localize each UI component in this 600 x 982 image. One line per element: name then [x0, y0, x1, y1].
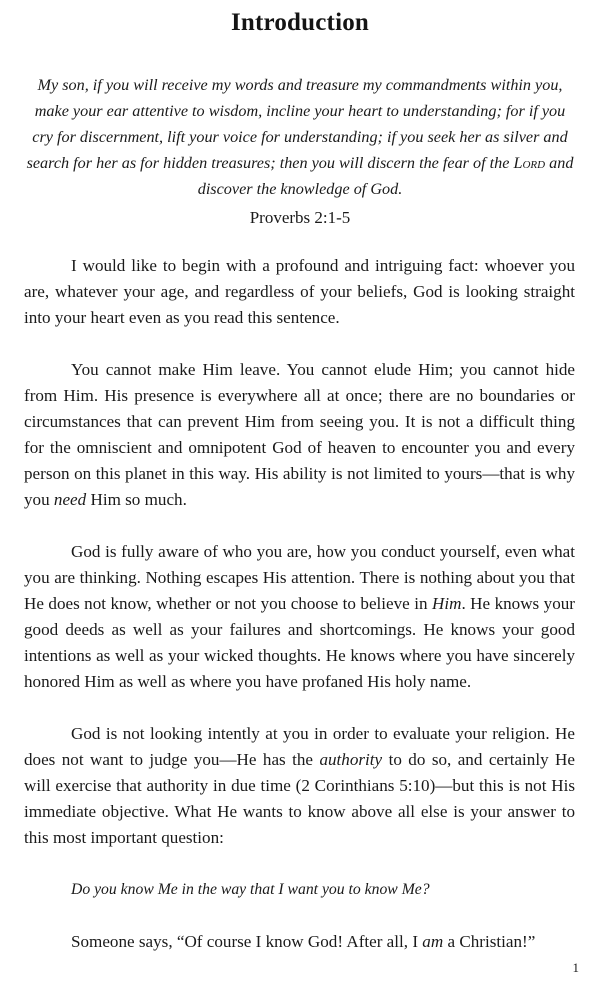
epigraph-line-3: cry for discernment, lift your voice for understanding; if you seek her as silver and	[32, 127, 568, 146]
scripture-citation: Proverbs 2:1-5	[249, 207, 351, 227]
paragraph-3-emphasis: Him	[431, 593, 462, 613]
epigraph-line-4-tail: and	[545, 154, 574, 173]
closing-paragraph	[24, 929, 575, 955]
paragraph-4-text-a: God is not looking intently at you in order to evaluate your religion. He does not want to judge you—He has the	[24, 723, 575, 769]
paragraph-3	[24, 539, 575, 695]
paragraph-4-text-b: to do so, and certainly He will exercise that authority in due time (2 Corinthians 5:10)—but this is not His immediate objective. What He wants to know above all else is your answer to this most important question:	[24, 749, 575, 847]
page-number: 1	[572, 960, 579, 975]
paragraph-1-text: I would like to begin with a profound and intriguing fact: whoever you are, whatever your age, and regardless of your beliefs, God is looking straight into your heart even as you read this sentence.	[24, 255, 575, 327]
closing-text-b: a Christian!”	[443, 931, 536, 951]
closing-emphasis: am	[422, 931, 444, 951]
indented-question-quote: Do you know Me in the way that I want you to know Me?	[71, 880, 430, 898]
paragraph-4	[24, 721, 575, 851]
page-title: Introduction	[230, 9, 370, 36]
paragraph-2	[24, 357, 575, 513]
epigraph-line-5: discover the knowledge of God.	[197, 180, 403, 199]
epigraph-line-2: make your ear attentive to wisdom, incline your heart to understanding; for if you	[34, 101, 566, 120]
body-text-block	[24, 253, 575, 955]
paragraph-2-emphasis: need	[53, 489, 87, 509]
epigraph-line-4	[12, 150, 588, 176]
epigraph-block	[12, 72, 588, 230]
paragraph-3-text-b: . He knows your good deeds as well as your failures and shortcomings. He knows your good intentions as well as your wicked thoughts. He knows where you have sincerely honored Him as well as where you have profaned His holy name.	[24, 593, 575, 691]
closing-text-a: Someone says, “Of course I know God! After all, I	[71, 931, 423, 951]
paragraph-3-text-a: God is fully aware of who you are, how you conduct yourself, even what you are thinking. Nothing escapes His attention. There is nothing about you that He does not know, whether or not you choose to believe in	[24, 541, 575, 613]
epigraph-line-1: My son, if you will receive my words and treasure my commandments within you,	[37, 75, 563, 94]
paragraph-2-text-a: You cannot make Him leave. You cannot elude Him; you cannot hide from Him. His presence is everywhere all at once; there are no boundaries or circumstances that can prevent Him from seeing you. It is not a difficult thing for the omniscient and omnipotent God of heaven to encounter you and every person on this planet in this way. His ability is not limited to yours—that is why you	[24, 359, 575, 509]
epigraph-line-4-head: search for her as for hidden treasures; then you will discern the fear of the	[26, 154, 514, 173]
divine-name-smallcaps: Lord	[513, 154, 546, 173]
paragraph-2-text-b: Him so much.	[86, 489, 187, 509]
paragraph-1	[24, 253, 575, 331]
paragraph-4-emphasis: authority	[319, 749, 383, 769]
